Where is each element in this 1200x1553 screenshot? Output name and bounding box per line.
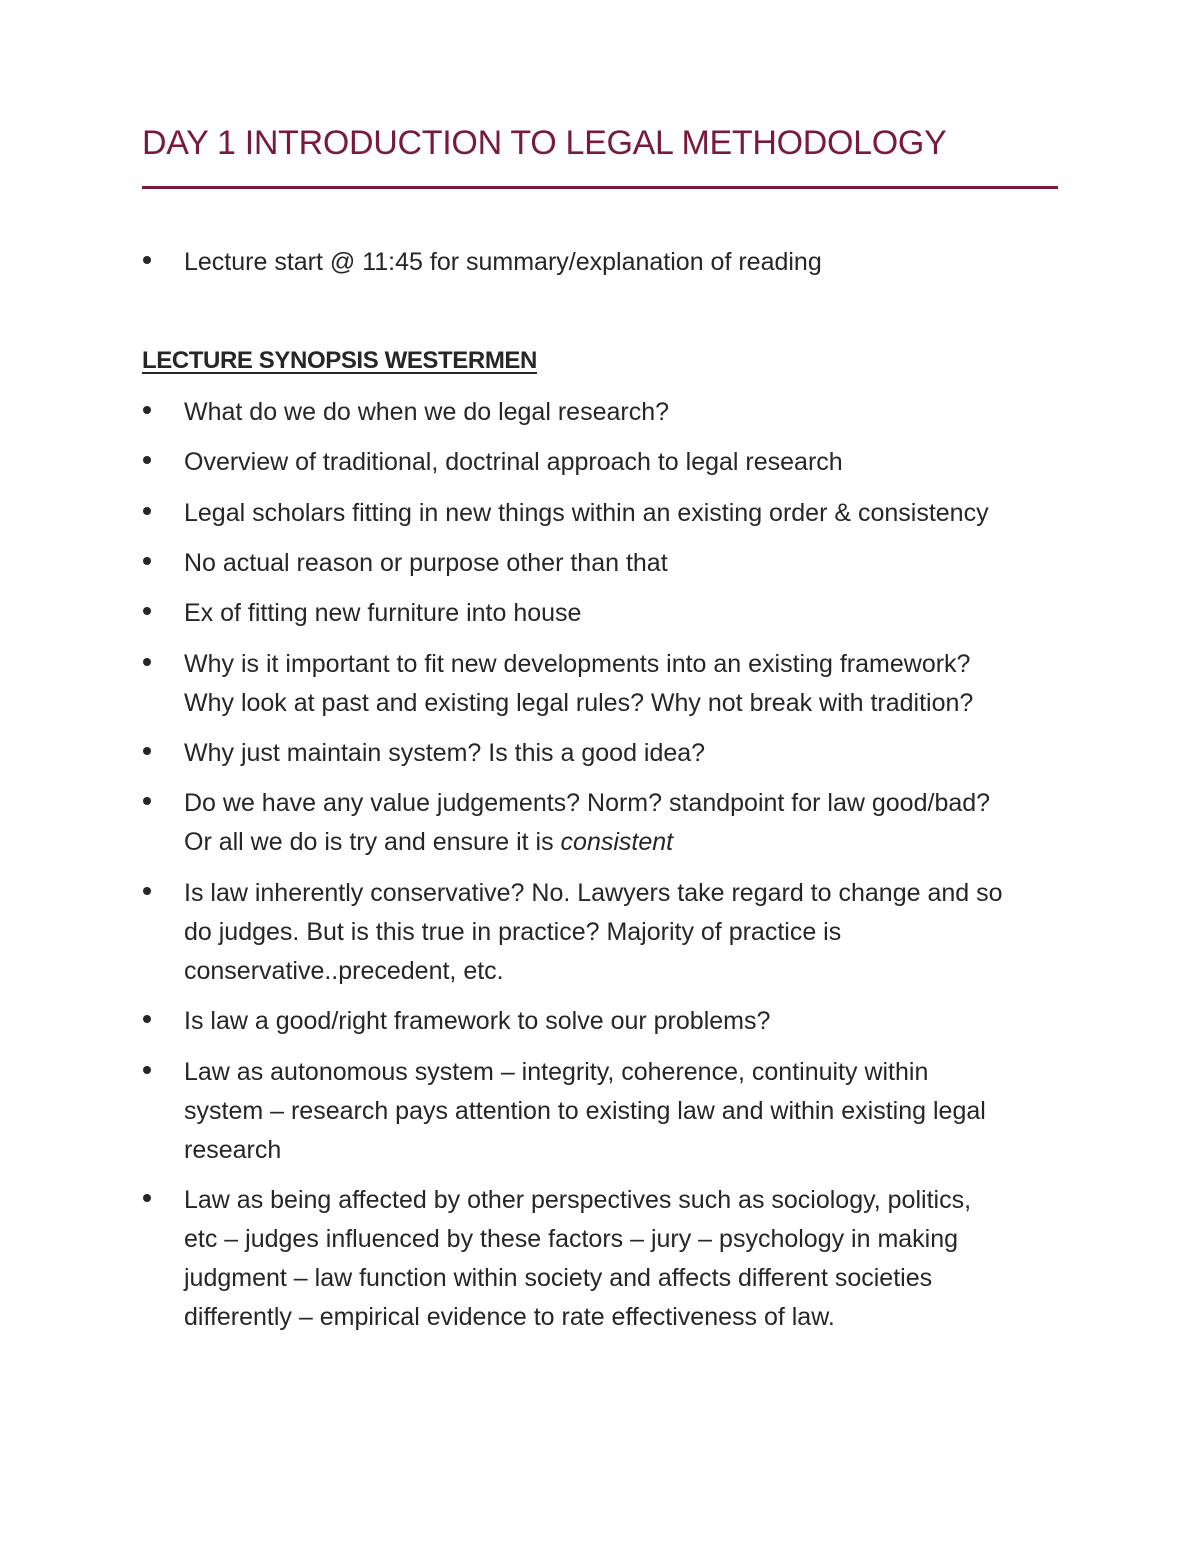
list-item-text: What do we do when we do legal research? — [184, 398, 670, 426]
list-item-text: Why is it important to fit new developments into an existing framework? Why look at past and existing legal rules? Why not break with tradition? — [184, 650, 974, 717]
bullet-icon — [143, 406, 151, 414]
bullet-icon — [143, 456, 151, 464]
bullet-icon — [143, 507, 151, 515]
document-title: DAY 1 INTRODUCTION TO LEGAL METHODOLOGY — [142, 124, 947, 162]
list-item-text: Law as being affected by other perspectives such as sociology, politics, etc – judges influenced by these factors – jury – psychology in making judgment – law function within society and affects different societies differently – empirical evidence to rate effectiveness of law. — [184, 1186, 972, 1331]
bullet-icon — [143, 887, 151, 895]
list-item-text: Lecture start @ 11:45 for summary/explanation of reading — [184, 248, 822, 276]
list-item-text: Why just maintain system? Is this a good idea? — [184, 739, 706, 767]
bullet-icon — [143, 797, 151, 805]
bullet-icon — [143, 256, 151, 264]
list-item-text: Is law a good/right framework to solve our problems? — [184, 1007, 771, 1035]
bullet-icon — [143, 607, 151, 615]
title-divider — [142, 186, 1058, 189]
bullet-icon — [143, 747, 151, 755]
list-item-main-text: Do we have any value judgements? Norm? standpoint for law good/bad? Or all we do is try and ensure it is — [184, 789, 991, 856]
bullet-icon — [143, 557, 151, 565]
list-item-text: Overview of traditional, doctrinal approach to legal research — [184, 448, 843, 476]
list-item-text: No actual reason or purpose other than that — [184, 549, 668, 577]
list-item-text: Legal scholars fitting in new things within an existing order & consistency — [184, 499, 989, 527]
bullet-icon — [143, 1015, 151, 1023]
section-heading: LECTURE SYNOPSIS WESTERMEN — [142, 347, 537, 374]
list-item-text: Ex of fitting new furniture into house — [184, 599, 582, 627]
bullet-icon — [143, 658, 151, 666]
list-item-text: Is law inherently conservative? No. Lawyers take regard to change and so do judges. But is this true in practice? Majority of practice is conservative..precedent, etc. — [184, 879, 1003, 985]
list-item-text — [184, 784, 1064, 862]
list-item-text: Law as autonomous system – integrity, coherence, continuity within system – research pays attention to existing law and within existing legal research — [184, 1058, 986, 1164]
italic-emphasis: consistent — [560, 828, 674, 856]
bullet-icon — [143, 1194, 151, 1202]
bullet-icon — [143, 1066, 151, 1074]
